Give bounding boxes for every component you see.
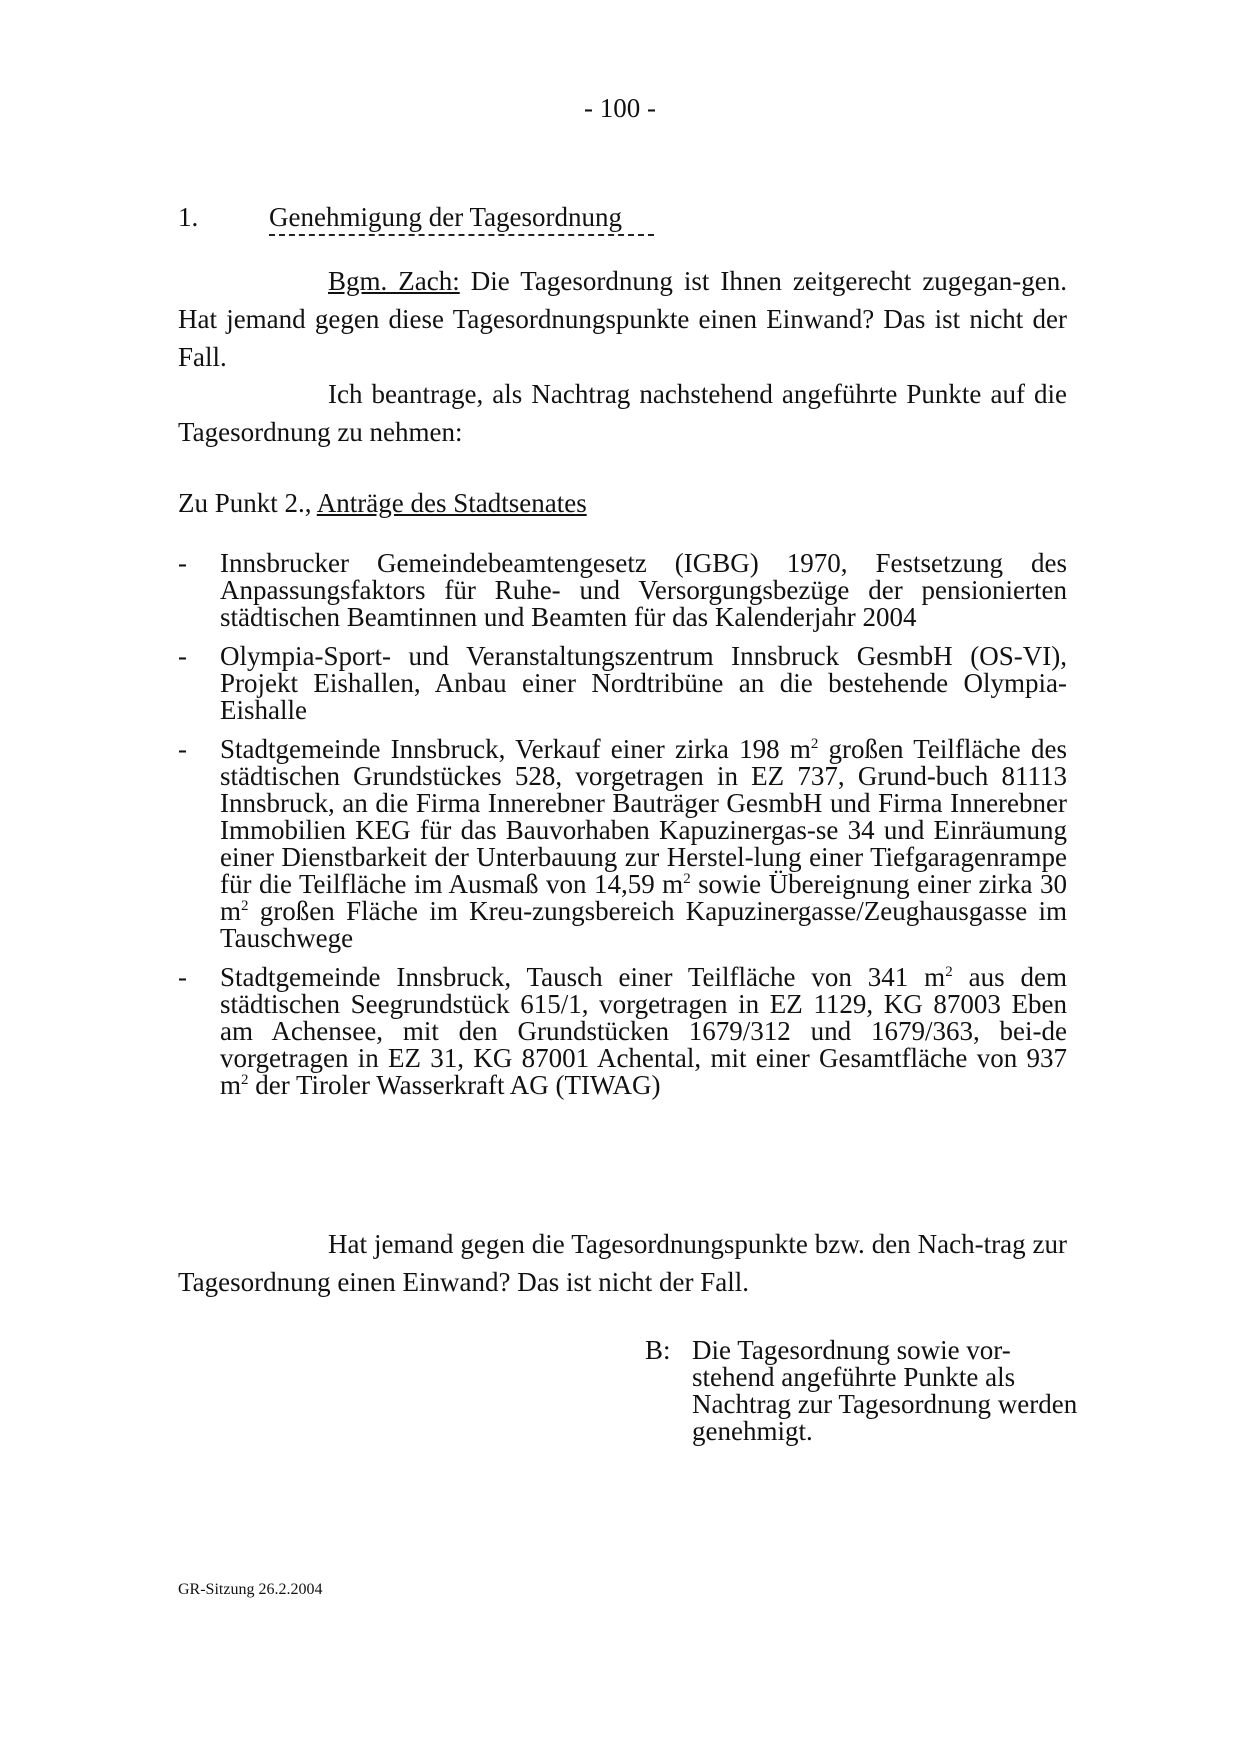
superscript: 2 [945, 964, 953, 980]
list-item-text: aus dem städtischen Seegrundstück 615/1, vorgetragen in EZ 1129, KG 87003 Eben am Achensee, mit den Grundstücken 1679/312 und 1679/363, bei-de vorgetragen in EZ 31, KG 87001 Achental, mit einer Gesamtfläche von 937 m [220, 962, 1067, 1100]
list-dash: - [178, 641, 187, 671]
superscript: 2 [241, 1072, 249, 1088]
resolution-letter: B: [645, 1335, 671, 1365]
section-prefix: Zu Punkt 2., [178, 488, 317, 518]
list-item-text: Stadtgemeinde Innsbruck, Verkauf einer zirka 198 m [220, 734, 811, 764]
dashed-rule [269, 234, 654, 236]
paragraph-motion [178, 375, 1067, 451]
superscript: 2 [683, 871, 691, 887]
paragraph-text: Ich beantrage, als Nachtrag nachstehend angeführte Punkte auf die Tagesordnung zu nehmen: [178, 379, 1067, 447]
list-item-text: großen Teilfläche des städtischen Grundstückes 528, vorgetragen in EZ 737, Grund-buch 81113 Innsbruck, an die Firma Innerebner Bauträger GesmbH und Firma Innerebner Immobilien KEG für das Bauvorhaben Kapuzinergas-se 34 und Einräumung einer Dienstbarkeit der Unterbauung zur Herstel-lung einer Tiefgaragenrampe für die Teilfläche im Ausmaß von 14,59 m [220, 734, 1067, 899]
page-number: - 100 - [584, 93, 656, 123]
superscript: 2 [241, 898, 249, 914]
list-item [178, 550, 1067, 631]
superscript: 2 [810, 736, 819, 752]
list-item-text: sowie Übereignung einer zirka 30 m [220, 869, 1067, 926]
list-dash: - [178, 734, 187, 764]
agenda-item-title: Genehmigung der Tagesordnung [269, 202, 623, 232]
list-item [178, 964, 1067, 1099]
addendum-item-list [178, 550, 1067, 1111]
list-item-text: Olympia-Sport- und Veranstaltungszentrum Innsbruck GesmbH (OS-VI), Projekt Eishallen, Anbau einer Nordtribüne an die bestehende Olympia-Eishalle [220, 641, 1067, 725]
list-item-text: Innsbrucker Gemeindebeamtengesetz (IGBG) 1970, Festsetzung des Anpassungsfaktors für Ruhe- und Versorgungsbezüge der pensionierten städtischen Beamtinnen und Beamten für das Kalenderjahr 2004 [220, 548, 1067, 632]
agenda-item-number: 1. [178, 202, 199, 232]
paragraph-mayor-statement [178, 262, 1067, 376]
section-title: Anträge des Stadtsenates [316, 488, 587, 518]
list-item [178, 643, 1067, 724]
paragraph-text: Die Tagesordnung ist Ihnen zeitgerecht zugegan-gen. Hat jemand gegen diese Tagesordnungspunkte einen Einwand? Das ist nicht der Fall. [178, 266, 1067, 372]
list-dash: - [178, 548, 187, 578]
list-item [178, 736, 1067, 952]
list-item-text: Stadtgemeinde Innsbruck, Tausch einer Teilfläche von 341 m [220, 962, 946, 992]
paragraph-text: Hat jemand gegen die Tagesordnungspunkte bzw. den Nach-trag zur Tagesordnung einen Einwand? Das ist nicht der Fall. [178, 1229, 1067, 1297]
footer-session-date: GR-Sitzung 26.2.2004 [178, 1581, 323, 1598]
section-heading [178, 487, 587, 519]
speaker-name: Bgm. Zach: [328, 266, 460, 296]
list-item-text: der Tiroler Wasserkraft AG (TIWAG) [248, 1070, 661, 1100]
resolution-block [645, 1337, 1085, 1445]
list-item-text: großen Fläche im Kreu-zungsbereich Kapuzinergasse/Zeughausgasse im Tauschwege [220, 896, 1067, 953]
paragraph-objection-question [178, 1225, 1067, 1301]
list-dash: - [178, 962, 187, 992]
resolution-text: Die Tagesordnung sowie vor-stehend angeführte Punkte als Nachtrag zur Tagesordnung werden genehmigt. [692, 1335, 1078, 1446]
